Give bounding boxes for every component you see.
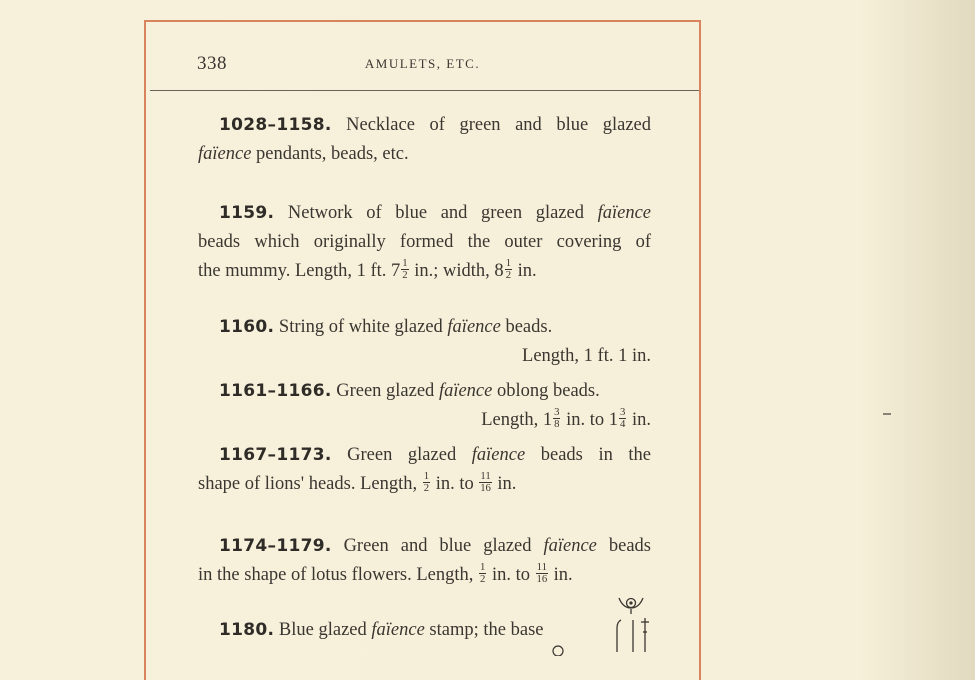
running-title: AMULETS, ETC.: [364, 56, 481, 71]
italic-term: faïence: [543, 536, 597, 556]
entry-line: beads which originally formed the outer covering of: [198, 232, 651, 252]
catalogue-entry-1028: [198, 111, 651, 169]
italic-term: faïence: [447, 317, 501, 337]
italic-term: faïence: [438, 381, 493, 401]
italic-term: faïence: [597, 203, 651, 223]
catalogue-entry-1180: [198, 616, 608, 645]
catalogue-entry-1159: [198, 199, 651, 286]
entry-line: faïence pendants, beads, etc.: [198, 144, 409, 164]
entry-line: 1167–1173. Green glazed faïence beads in the: [219, 445, 651, 465]
entry-line: 1161–1166. Green glazed faïence oblong beads.: [219, 381, 600, 401]
entry-line: in the shape of lotus flowers. Length, $\frac{1}{2}$ in. to $\frac{11}{16}$ in.: [198, 560, 573, 585]
entry-number: 1180.: [219, 620, 275, 640]
entry-number: 1167–1173.: [219, 445, 332, 465]
entry-number: 1028–1158.: [219, 115, 332, 135]
italic-term: faïence: [198, 144, 252, 164]
measurement: Length, 1 ft. 1 in.: [522, 346, 651, 366]
page-number: 338: [197, 53, 227, 74]
catalogue-entry-1167: [198, 441, 651, 499]
entry-line: 1180. Blue glazed faïence stamp; the base: [219, 620, 544, 640]
running-head: [146, 22, 699, 92]
entry-line: the mummy. Length, 1 ft. 7 $\frac{1}{2}$ in.; width, 8 $\frac{1}{2}$ in.: [198, 256, 537, 281]
catalogue-entry-1161: [198, 377, 651, 435]
header-rule: [150, 90, 699, 91]
entry-line: 1174–1179. Green and blue glazed faïence beads: [219, 536, 651, 556]
entry-line: shape of lions' heads. Length, $\frac{1}{2}$ in. to $\frac{11}{16}$ in.: [198, 469, 517, 494]
page-frame: [144, 20, 701, 680]
entry-line: 1159. Network of blue and green glazed faïence: [219, 203, 651, 223]
catalogue-entry-1160: [198, 313, 651, 371]
measurement: Length, 1 ft. 7 $\frac{1}{2}$ in.; width, 8 $\frac{1}{2}$ in.: [294, 256, 537, 281]
scan-mark: [883, 413, 891, 415]
entry-line: 1160. String of white glazed faïence beads.: [219, 317, 553, 337]
small-circle-glyph-icon: [550, 640, 566, 656]
italic-term: faïence: [471, 445, 526, 465]
entry-number: 1161–1166.: [219, 381, 332, 401]
italic-term: faïence: [371, 620, 425, 640]
entry-number: 1174–1179.: [219, 536, 332, 556]
hieroglyph-stamp-icon: [613, 592, 653, 672]
entry-number: 1160.: [219, 317, 275, 337]
catalogue-entry-1174: [198, 532, 651, 590]
measurement: Length, 1 $\frac{3}{8}$ in. to 1 $\frac{3}{4}$ in.: [481, 405, 651, 430]
entry-number: 1159.: [219, 203, 275, 223]
measurement: Length, $\frac{1}{2}$ in. to $\frac{11}{16}$ in.: [416, 560, 573, 585]
entry-line: 1028–1158. Necklace of green and blue glazed: [219, 115, 651, 135]
measurement: Length, $\frac{1}{2}$ in. to $\frac{11}{16}$ in.: [360, 469, 517, 494]
